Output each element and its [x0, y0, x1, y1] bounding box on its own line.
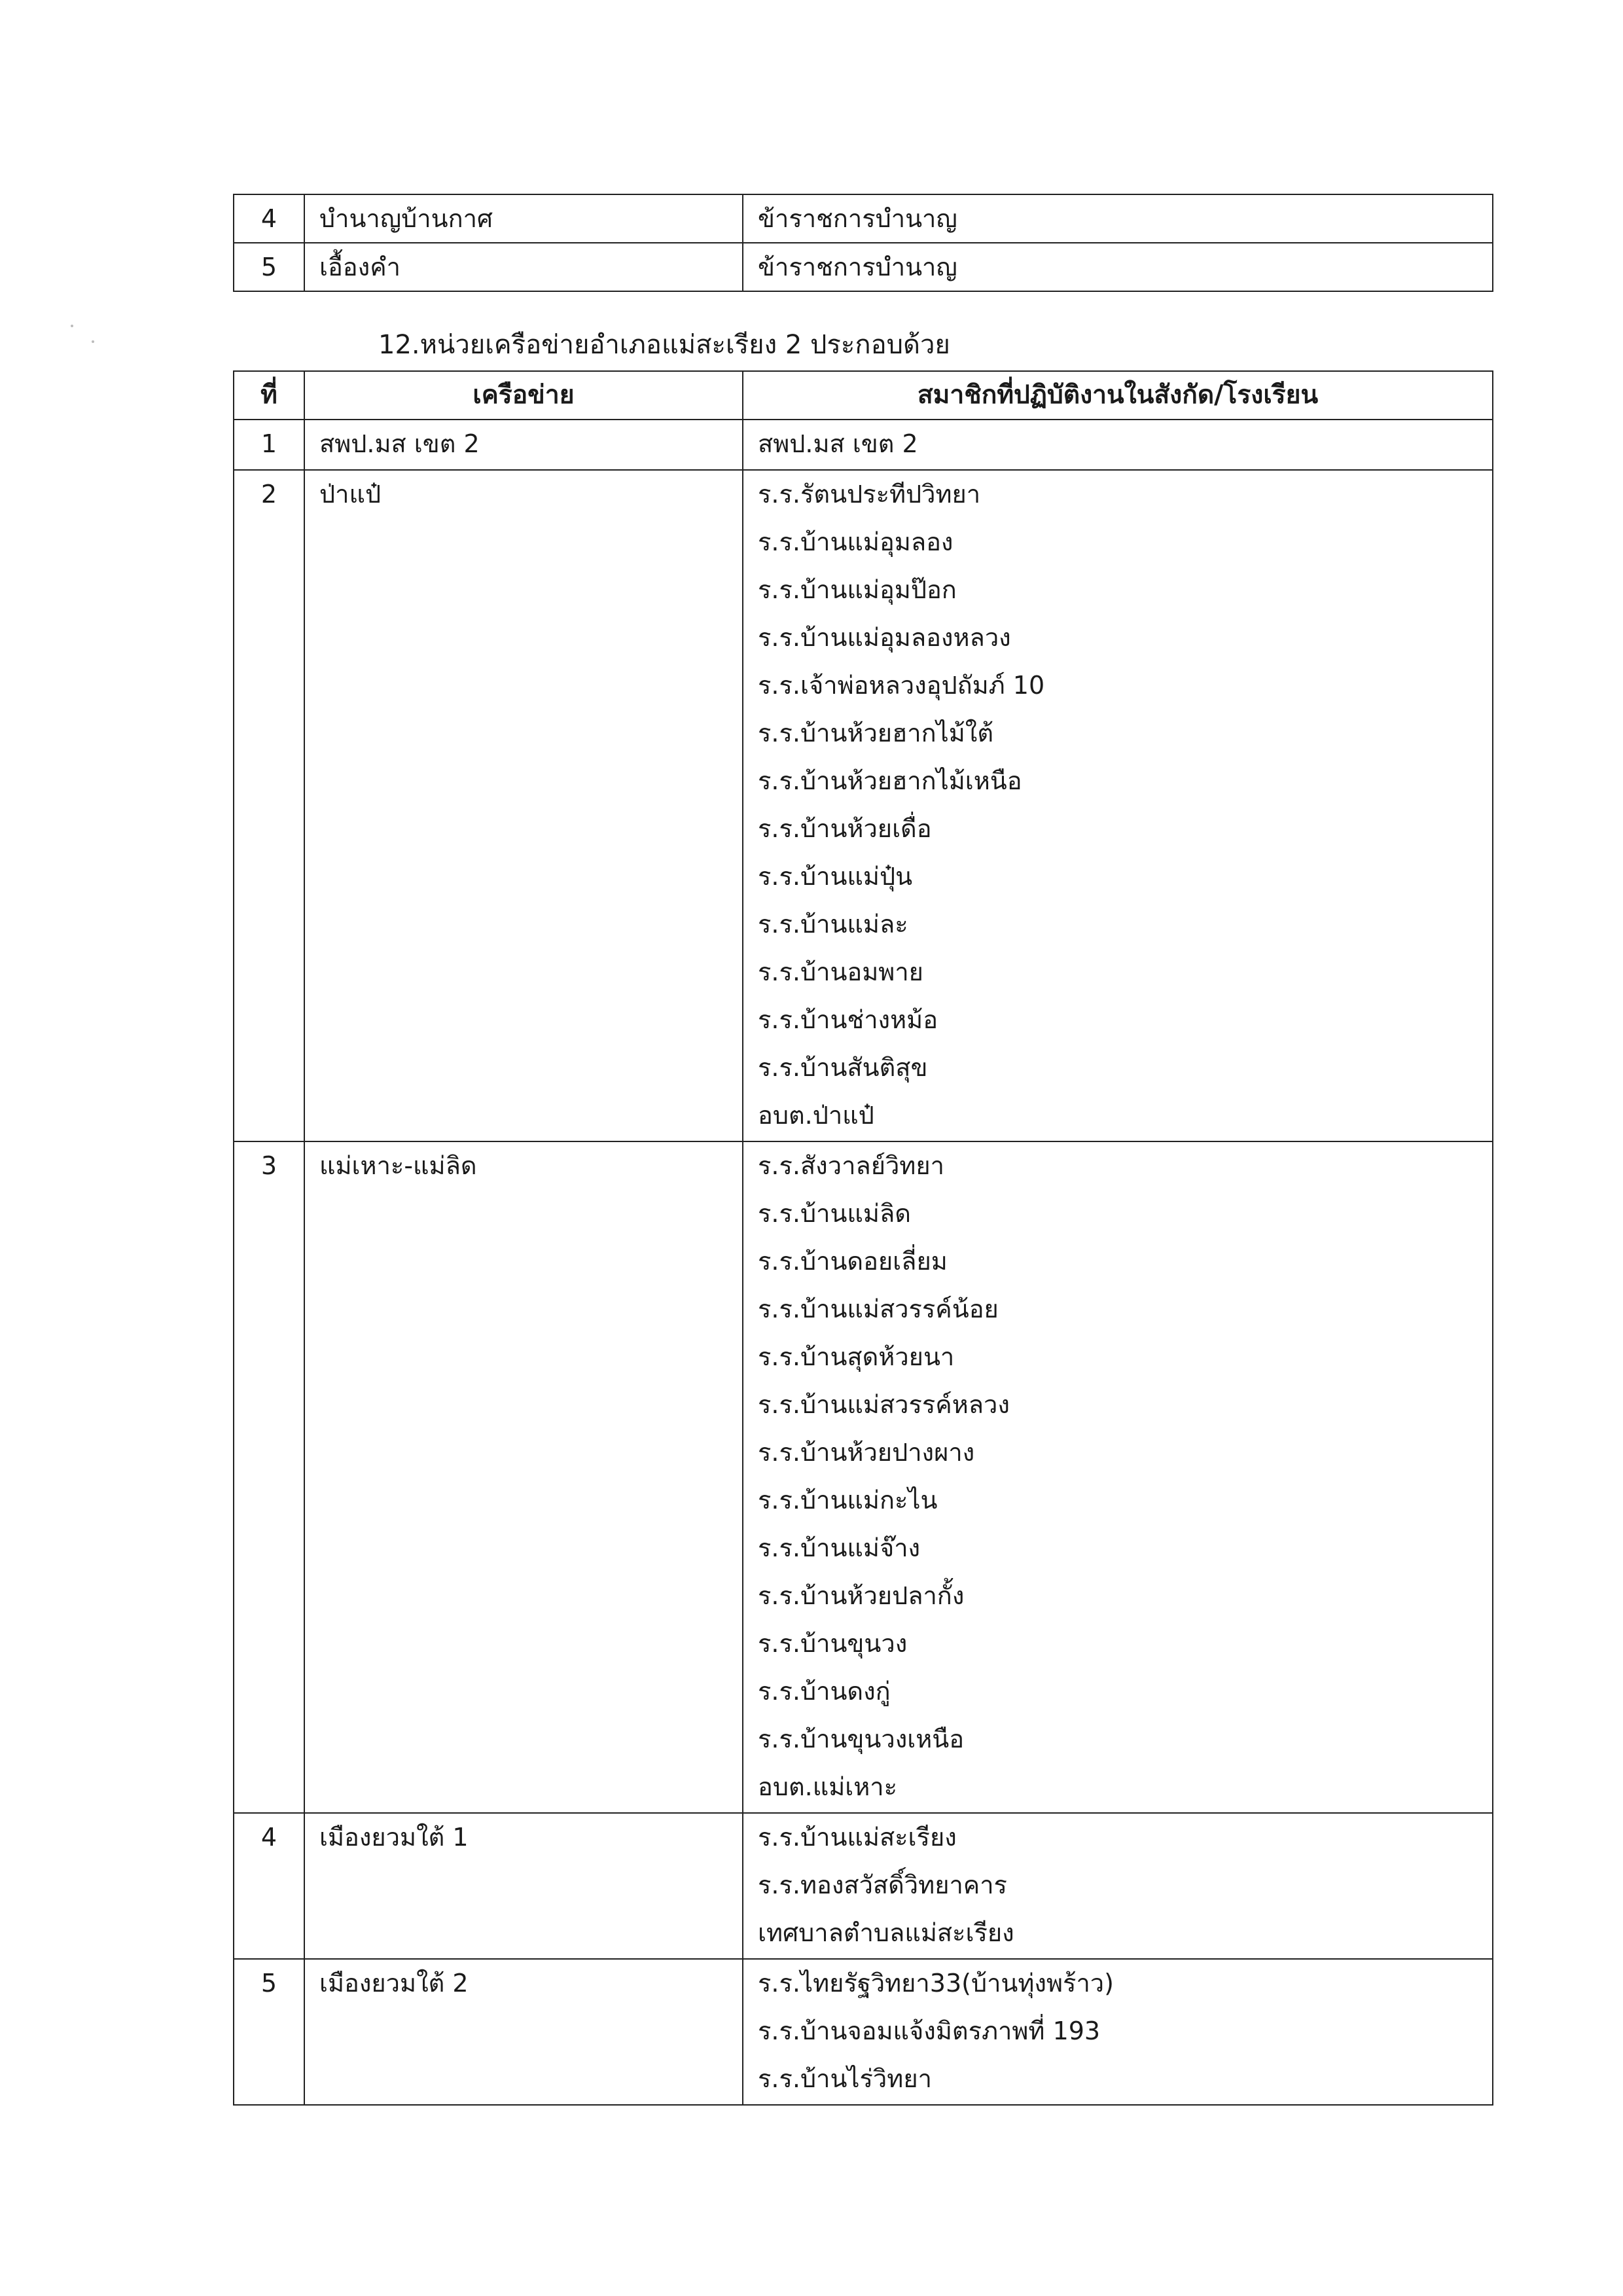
list-item: ร.ร.บ้านห้วยเดื่อ [758, 814, 932, 843]
list-item: ร.ร.บ้านสุดห้วยนา [758, 1342, 955, 1371]
network-name-text: เมืองยวมใต้ 2 [319, 1969, 469, 1998]
list-item: ร.ร.ไทยรัฐวิทยา33(บ้านทุ่งพร้าว) [758, 1969, 1114, 1998]
list-item: อบต.แม่เหาะ [758, 1772, 898, 1801]
network-name-text: ป่าแป๋ [319, 480, 382, 509]
list-item: ร.ร.บ้านแม่สะเรียง [758, 1823, 957, 1852]
section-title: 12.หน่วยเครือข่ายอำเภอแม่สะเรียง 2 ประกอบด้วย [378, 330, 950, 360]
table-row [234, 1141, 1493, 1813]
list-item: ร.ร.ทองสวัสดิ์วิทยาคาร [758, 1871, 1007, 1899]
table-row [234, 243, 1493, 291]
row-number: 5 [234, 243, 304, 291]
header-no: ที่ [234, 371, 304, 420]
list-item: ร.ร.บ้านแม่ปุ๋น [758, 862, 913, 891]
list-item: สพป.มส เขต 2 [758, 429, 918, 458]
row-number [234, 1959, 304, 2105]
list-item: ร.ร.บ้านแม่กะไน [758, 1486, 938, 1515]
network-name-text: สพป.มส เขต 2 [319, 429, 480, 458]
network-name [304, 470, 743, 1141]
header-members: สมาชิกที่ปฏิบัติงานในสังกัด/โรงเรียน [743, 371, 1493, 420]
list-item: ร.ร.บ้านไร่วิทยา [758, 2064, 932, 2093]
list-item: ร.ร.บ้านแม่สวรรค์หลวง [758, 1390, 1010, 1419]
network-name-text: เมืองยวมใต้ 1 [319, 1823, 469, 1852]
list-item: ร.ร.บ้านสันติสุข [758, 1053, 928, 1082]
list-item: ร.ร.บ้านแม่อุมป๊อก [758, 575, 957, 604]
list-item: ร.ร.บ้านขุนวง [758, 1629, 908, 1658]
row-number [234, 420, 304, 470]
list-item: ร.ร.บ้านห้วยฮากไม้เหนือ [758, 766, 1022, 795]
list-item: ร.ร.บ้านห้วยฮากไม้ใต้ [758, 719, 993, 747]
row-number [234, 1813, 304, 1959]
table-row [234, 1959, 1493, 2105]
list-item: ร.ร.บ้านห้วยปลากั้ง [758, 1581, 965, 1610]
row-number-text: 1 [260, 429, 277, 458]
continuation-table [233, 194, 1493, 292]
scan-speck [92, 340, 94, 343]
network-name [304, 1141, 743, 1813]
list-item: ร.ร.บ้านแม่อุมลองหลวง [758, 623, 1011, 652]
header-network: เครือข่าย [304, 371, 743, 420]
member-list [743, 1141, 1493, 1813]
table-row [234, 1813, 1493, 1959]
member-name: ข้าราชการบำนาญ [743, 243, 1493, 291]
table-row [234, 420, 1493, 470]
member-list [743, 1813, 1493, 1959]
member-list [743, 1959, 1493, 2105]
row-number-text: 4 [260, 1823, 277, 1852]
list-item: เทศบาลตำบลแม่สะเรียง [758, 1918, 1014, 1947]
list-item: ร.ร.บ้านช่างหม้อ [758, 1005, 938, 1034]
list-item: ร.ร.บ้านแม่สวรรค์น้อย [758, 1295, 999, 1323]
list-item: ร.ร.สังวาลย์วิทยา [758, 1151, 944, 1180]
member-name: ข้าราชการบำนาญ [743, 194, 1493, 243]
row-number-text: 2 [260, 480, 277, 509]
scan-speck [71, 325, 73, 327]
network-name [304, 1959, 743, 2105]
member-list [743, 420, 1493, 470]
network-name: เอื้องคำ [304, 243, 743, 291]
network-name [304, 1813, 743, 1959]
list-item: อบต.ป่าแป๋ [758, 1101, 874, 1130]
table-row [234, 194, 1493, 243]
network-table [233, 370, 1493, 2106]
network-name-text: แม่เหาะ-แม่ลิด [319, 1151, 477, 1180]
list-item: ร.ร.บ้านแม่ลิด [758, 1199, 911, 1228]
list-item: ร.ร.บ้านขุนวงเหนือ [758, 1725, 965, 1753]
list-item: ร.ร.บ้านห้วยปางผาง [758, 1438, 975, 1467]
list-item: ร.ร.บ้านอมพาย [758, 958, 923, 986]
row-number [234, 470, 304, 1141]
list-item: ร.ร.บ้านแม่ละ [758, 910, 908, 939]
network-name [304, 420, 743, 470]
list-item: ร.ร.บ้านแม่อุมลอง [758, 528, 954, 556]
list-item: ร.ร.บ้านจอมแจ้งมิตรภาพที่ 193 [758, 2017, 1101, 2045]
table-row [234, 470, 1493, 1141]
list-item: ร.ร.เจ้าพ่อหลวงอุปถัมภ์ 10 [758, 671, 1045, 700]
list-item: ร.ร.รัตนประทีปวิทยา [758, 480, 981, 509]
row-number-text: 5 [260, 1969, 277, 1998]
row-number-text: 3 [260, 1151, 277, 1180]
list-item: ร.ร.บ้านแม่จ๊าง [758, 1534, 921, 1562]
table-header-row [234, 371, 1493, 420]
row-number: 4 [234, 194, 304, 243]
member-list [743, 470, 1493, 1141]
list-item: ร.ร.บ้านดงกู่ [758, 1677, 891, 1706]
network-name: บำนาญบ้านกาศ [304, 194, 743, 243]
list-item: ร.ร.บ้านดอยเลี่ยม [758, 1247, 948, 1276]
row-number [234, 1141, 304, 1813]
